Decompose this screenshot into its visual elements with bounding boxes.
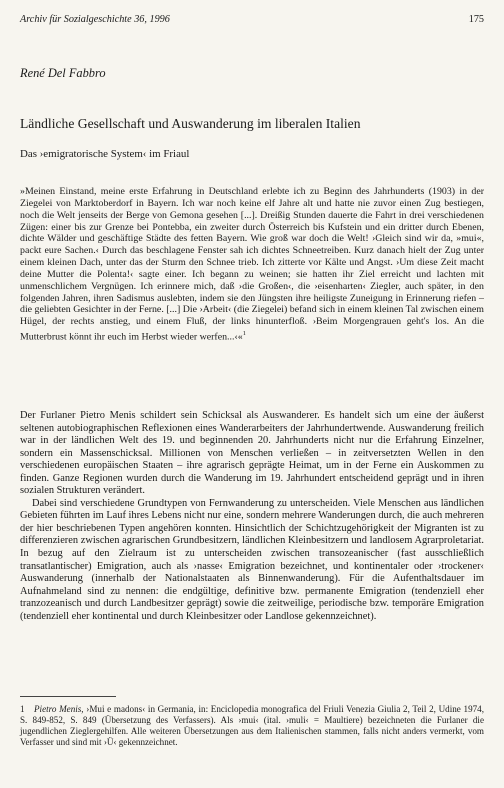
footnote xyxy=(20,704,484,748)
quote-text: »Meinen Einstand, meine erste Erfahrung in Deutschland erlebte ich zu Beginn des Jahrhunderts (1903) in der Ziegelei von Marktoberdorf in Bayern. Ich war noch keine elf Jahre alt und hatte nie zuvor einen Zug bestiegen, noch die Welt jenseits der Berge von Gemona gesehen [...]. Dreißig Stunden dauerte die Fahrt in drei verschiedenen Zügen: einer bis zur Grenze bei Pontebba, ein zweiter durch Österreich bis Kufstein und ein dritter durch Ebenen, dichte Wälder und geschäftige Städte des fetten Bayern. Wie groß war doch die Welt! ›Gleich sind wir da, »mui«, packt eure Sachen.‹ Durch das beschlagene Fenster sah ich dichtes Schneetreiben. Kurz danach hielt der Zug unter einem kleinen Dach, unter das der Sturm den Schnee trieb. Ich zitterte vor Kälte und Angst. ›Um diese Zeit macht deine Mutter die Polenta!‹ sagte einer. Ich begann zu weinen; sie hatten ihr Ziel erreicht und lachten mit unmenschlichem Vergnügen. Ich erinnere mich, daß ›die Großen‹, die ›eisenharten‹ Ziegler, auch später, in den folgenden Jahren, ihren Sadismus auslebten, indem sie den Jüngsten ihre heiligste Zuneigung in Erinnerung riefen – die geliebten Gesichter in der Ferne. [...] Die ›Arbeit‹ (die Ziegelei) befand sich in einem kleinen Tal zwischen einem Hügel, der rechts anstieg, und einem Fluß, der links hinunterfloß. ›Beim Morgengrauen geht's los. An die Mutterbrust könnt ihr euch im Herbst wieder werfen...‹« xyxy=(20,186,484,343)
article-body xyxy=(20,410,484,623)
page-number: 175 xyxy=(468,14,484,25)
paragraph-1: Der Furlaner Pietro Menis schildert sein Schicksal als Auswanderer. Es handelt sich um eine der äußerst seltenen autobiographischen Reflexionen eines Wanderarbeiters der Jahrhundertwende. Auswanderung freilich war in der ländlichen Welt des 19. und beginnenden 20. Jahrhunderts nicht nur die Erfahrung Einzelner, sondern ein Massenschicksal. Millionen von Menschen verließen – in zeitversetzten Wellen in den verschiedenen europäischen Staaten – ihre agrarisch geprägte Heimat, um in der Ferne ein Auskommen zu finden. Ganze Regionen wurden durch die Wanderung im 19. Jahrhundert entscheidend geprägt und in ihren sozialen Strukturen verändert. xyxy=(20,410,484,497)
footnote-number: 1 xyxy=(20,704,25,714)
footnote-marker: 1 xyxy=(242,330,246,338)
footnote-text: ›Mui e madons‹ in Germania, in: Enciclopedia monografica del Friuli Venezia Giulia 2, Teil 2, Udine 1974, S. 849-852, S. 849 (Übersetzung des Verfassers). Als ›mui‹ (ital. ›muli‹ = Maultiere) bezeichneten die Furlaner die jugendlichen Zieglergehilfen. Alle weiteren Übersetzungen aus dem Italienischen stammen, falls nicht anders vermerkt, vom Verfasser und sind mit ›Ü‹ gekennzeichnet. xyxy=(20,704,484,748)
article-title: Ländliche Gesellschaft und Auswanderung im liberalen Italien xyxy=(20,116,361,131)
paragraph-2: Dabei sind verschiedene Grundtypen von Fernwanderung zu unterscheiden. Viele Menschen aus ländlichen Gebieten führten im Lauf ihres Lebens nicht nur eine, sondern mehrere Wanderungen durch, die auch mehreren der hier beschriebenen Typen angehören konnten. Hinsichtlich der Schichtzugehörigkeit der Migranten ist zu differenzieren zwischen agrarischen Grundbesitzern, ländlichen Kleinbesitzern und landlosem Agrarproletariat. In bezug auf den Zielraum ist zu unterscheiden zwischen transozeanischer (fast ausschließlich transatlantischer) Emigration, auch als ›nasse‹ Emigration bezeichnet, und kontinentaler oder ›trockener‹ Auswanderung (innerhalb der Nationalstaaten als Binnenwanderung). Für die Aufenthaltsdauer im Aufnahmeland sind zu nennen: die endgültige, definitive bzw. permanente Emigration (tendenziell eher tranzozeanisch und durch Landbesitzer geprägt) sowie die zeitweilige, periodische bzw. temporäre Emigration (tendenziell eher kontinental und durch Kleinbesitzer oder Landlose gekennzeichnet). xyxy=(20,497,484,622)
article-author: René Del Fabbro xyxy=(20,66,106,80)
running-header xyxy=(20,14,484,25)
article-subtitle: Das ›emigratorische System‹ im Friaul xyxy=(20,148,190,160)
footnote-author: Pietro Menis, xyxy=(34,704,84,714)
opening-quote xyxy=(20,186,484,343)
footnote-divider xyxy=(20,696,116,697)
journal-title: Archiv für Sozialgeschichte 36, 1996 xyxy=(20,14,170,25)
